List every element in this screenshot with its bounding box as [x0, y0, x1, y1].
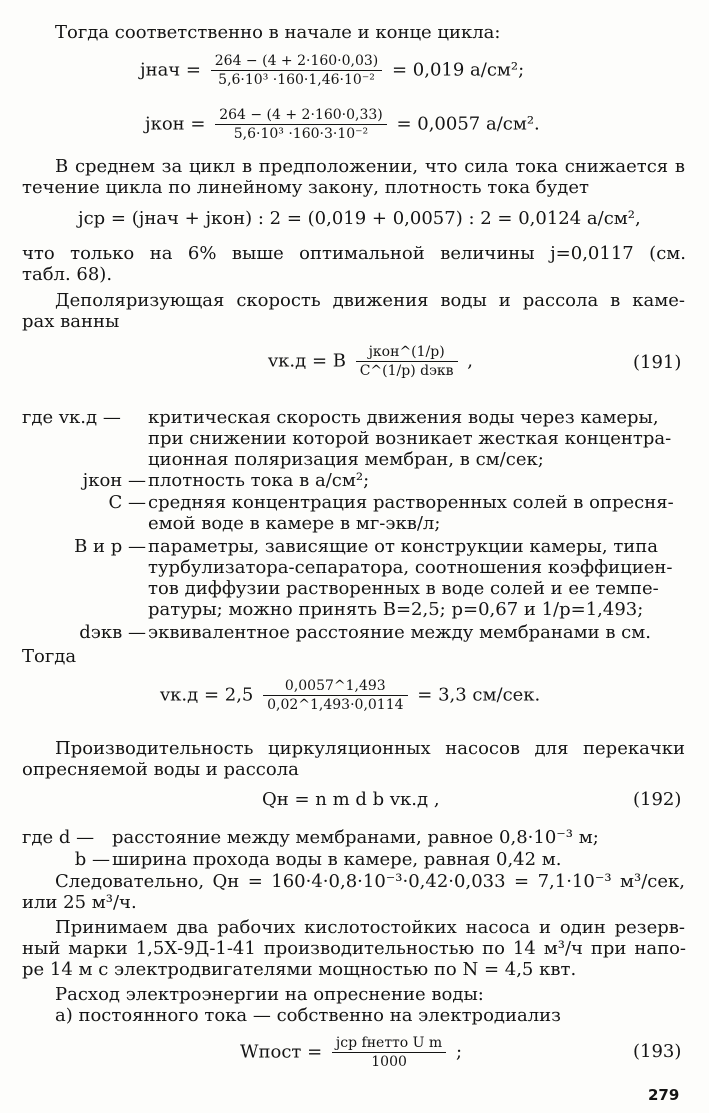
denominator: C^(1/p) dэкв	[359, 363, 454, 379]
equation-j-sr: jср = (jнач + jкон) : 2 = (0,019 + 0,0057) : 2 = 0,0124 а/см²,	[78, 208, 641, 229]
eq-lhs: vк.д = B	[268, 350, 346, 372]
numerator: 0,0057^1,493	[263, 677, 407, 696]
definition-line: параметры, зависящие от конструкции камеры, типа	[148, 536, 659, 557]
definition-line: средняя концентрация растворенных солей в опресня-	[148, 492, 674, 513]
definition-label: где d —	[22, 827, 95, 848]
definition-line: эквивалентное расстояние между мембранами в см.	[148, 622, 651, 643]
eq-rhs: = 0,0057 а/см².	[396, 113, 540, 135]
equation-193	[240, 1034, 462, 1071]
equation-vkd	[160, 677, 540, 714]
eq-lhs: Wпост =	[240, 1041, 323, 1063]
text-line: что только на 6% выше оптимальной величины j=0,0117 (см.	[22, 243, 686, 264]
text-line: табл. 68).	[22, 264, 113, 285]
text-line: ный марки 1,5Х-9Д-1-41 производительностью по 14 м³/ч при напо-	[22, 938, 686, 959]
text-line: ре 14 м с электродвигателями мощностью по N = 4,5 квт.	[22, 959, 577, 980]
eq-tail: ;	[455, 1041, 463, 1063]
numerator: 264 − (4 + 2·160·0,33)	[215, 106, 387, 125]
fraction	[332, 1034, 446, 1071]
definition-line: емой воде в камере в мг-экв/л;	[148, 513, 441, 534]
definition-line: критическая скорость движения воды через камеры,	[148, 407, 659, 428]
text-line: В среднем за цикл в предположении, что сила тока снижается в	[55, 156, 685, 177]
eq-tail: ,	[467, 350, 474, 372]
definition-label: C —	[108, 492, 146, 513]
definition-line: ратуры; можно принять B=2,5; p=0,67 и 1/p=1,493;	[148, 599, 644, 620]
fraction	[356, 343, 458, 380]
definition-label: dэкв —	[79, 622, 146, 643]
eq-lhs: jнач =	[140, 59, 202, 81]
eq-rhs: = 0,019 а/см²;	[392, 59, 525, 81]
text-line: а) постоянного тока — собственно на электродиализ	[55, 1005, 561, 1026]
text-line: или 25 м³/ч.	[22, 892, 137, 913]
denominator: 0,02^1,493·0,0114	[267, 697, 404, 713]
text-line: Деполяризующая скорость движения воды и рассола в каме-	[55, 290, 685, 311]
fraction	[215, 106, 387, 143]
page-number: 279	[648, 1086, 680, 1104]
definition-label: b —	[74, 849, 110, 870]
definition-text	[148, 470, 685, 491]
fraction	[263, 677, 407, 714]
definition-text	[148, 492, 685, 534]
eq-lhs: jкон =	[145, 113, 206, 135]
equation-j-kon	[145, 106, 540, 143]
equation-number: (193)	[633, 1041, 682, 1062]
text-line: Принимаем два рабочих кислотостойких насоса и один резерв-	[55, 917, 685, 938]
definition-text: расстояние между мембранами, равное 0,8·10⁻³ м;	[112, 827, 599, 848]
text-line: Следовательно, Qн = 160·4·0,8·10⁻³·0,42·0,033 = 7,1·10⁻³ м³/сек,	[55, 871, 685, 892]
definition-line: тов диффузии растворенных в воде солей и ее темпе-	[148, 578, 659, 599]
definition-line: ционная поляризация мембран, в см/сек;	[148, 449, 544, 470]
text-line: Тогда соответственно в начале и конце цикла:	[55, 22, 501, 43]
eq-lhs: vк.д = 2,5	[160, 684, 254, 706]
definition-label: B и p —	[74, 536, 146, 557]
definition-label: jкон —	[82, 470, 146, 491]
denominator: 1000	[371, 1054, 407, 1070]
numerator: jср fнетто U m	[332, 1034, 446, 1053]
text-line: Тогда	[22, 646, 77, 667]
equation-j-nach	[140, 52, 524, 89]
definition-label: где vк.д —	[22, 407, 121, 428]
numerator: 264 − (4 + 2·160·0,03)	[211, 52, 383, 71]
denominator: 5,6·10³ ·160·1,46·10⁻²	[218, 72, 375, 88]
text-line: опресняемой воды и рассола	[22, 759, 299, 780]
fraction	[211, 52, 383, 89]
denominator: 5,6·10³ ·160·3·10⁻²	[233, 126, 369, 142]
definition-text: ширина прохода воды в камере, равная 0,42 м.	[112, 849, 562, 870]
definition-line: при снижении которой возникает жесткая концентра-	[148, 428, 672, 449]
text-line: Расход электроэнергии на опреснение воды:	[55, 984, 484, 1005]
numerator: jкон^(1/p)	[356, 343, 458, 362]
equation-192: Qн = n m d b vк.д ,	[262, 789, 440, 810]
equation-number: (192)	[633, 789, 682, 810]
definition-line: турбулизатора-сепаратора, соотношения коэффициен-	[148, 557, 673, 578]
definition-text	[148, 622, 685, 643]
eq-rhs: = 3,3 см/сек.	[417, 684, 541, 706]
definition-text	[148, 536, 685, 620]
text-line: течение цикла по линейному закону, плотность тока будет	[22, 177, 589, 198]
equation-191	[268, 343, 473, 380]
text-line: рах ванны	[22, 311, 120, 332]
definition-line: плотность тока в а/см²;	[148, 470, 370, 491]
equation-number: (191)	[633, 352, 682, 373]
definition-text	[148, 407, 685, 470]
text-line: Производительность циркуляционных насосов для перекачки	[55, 738, 685, 759]
